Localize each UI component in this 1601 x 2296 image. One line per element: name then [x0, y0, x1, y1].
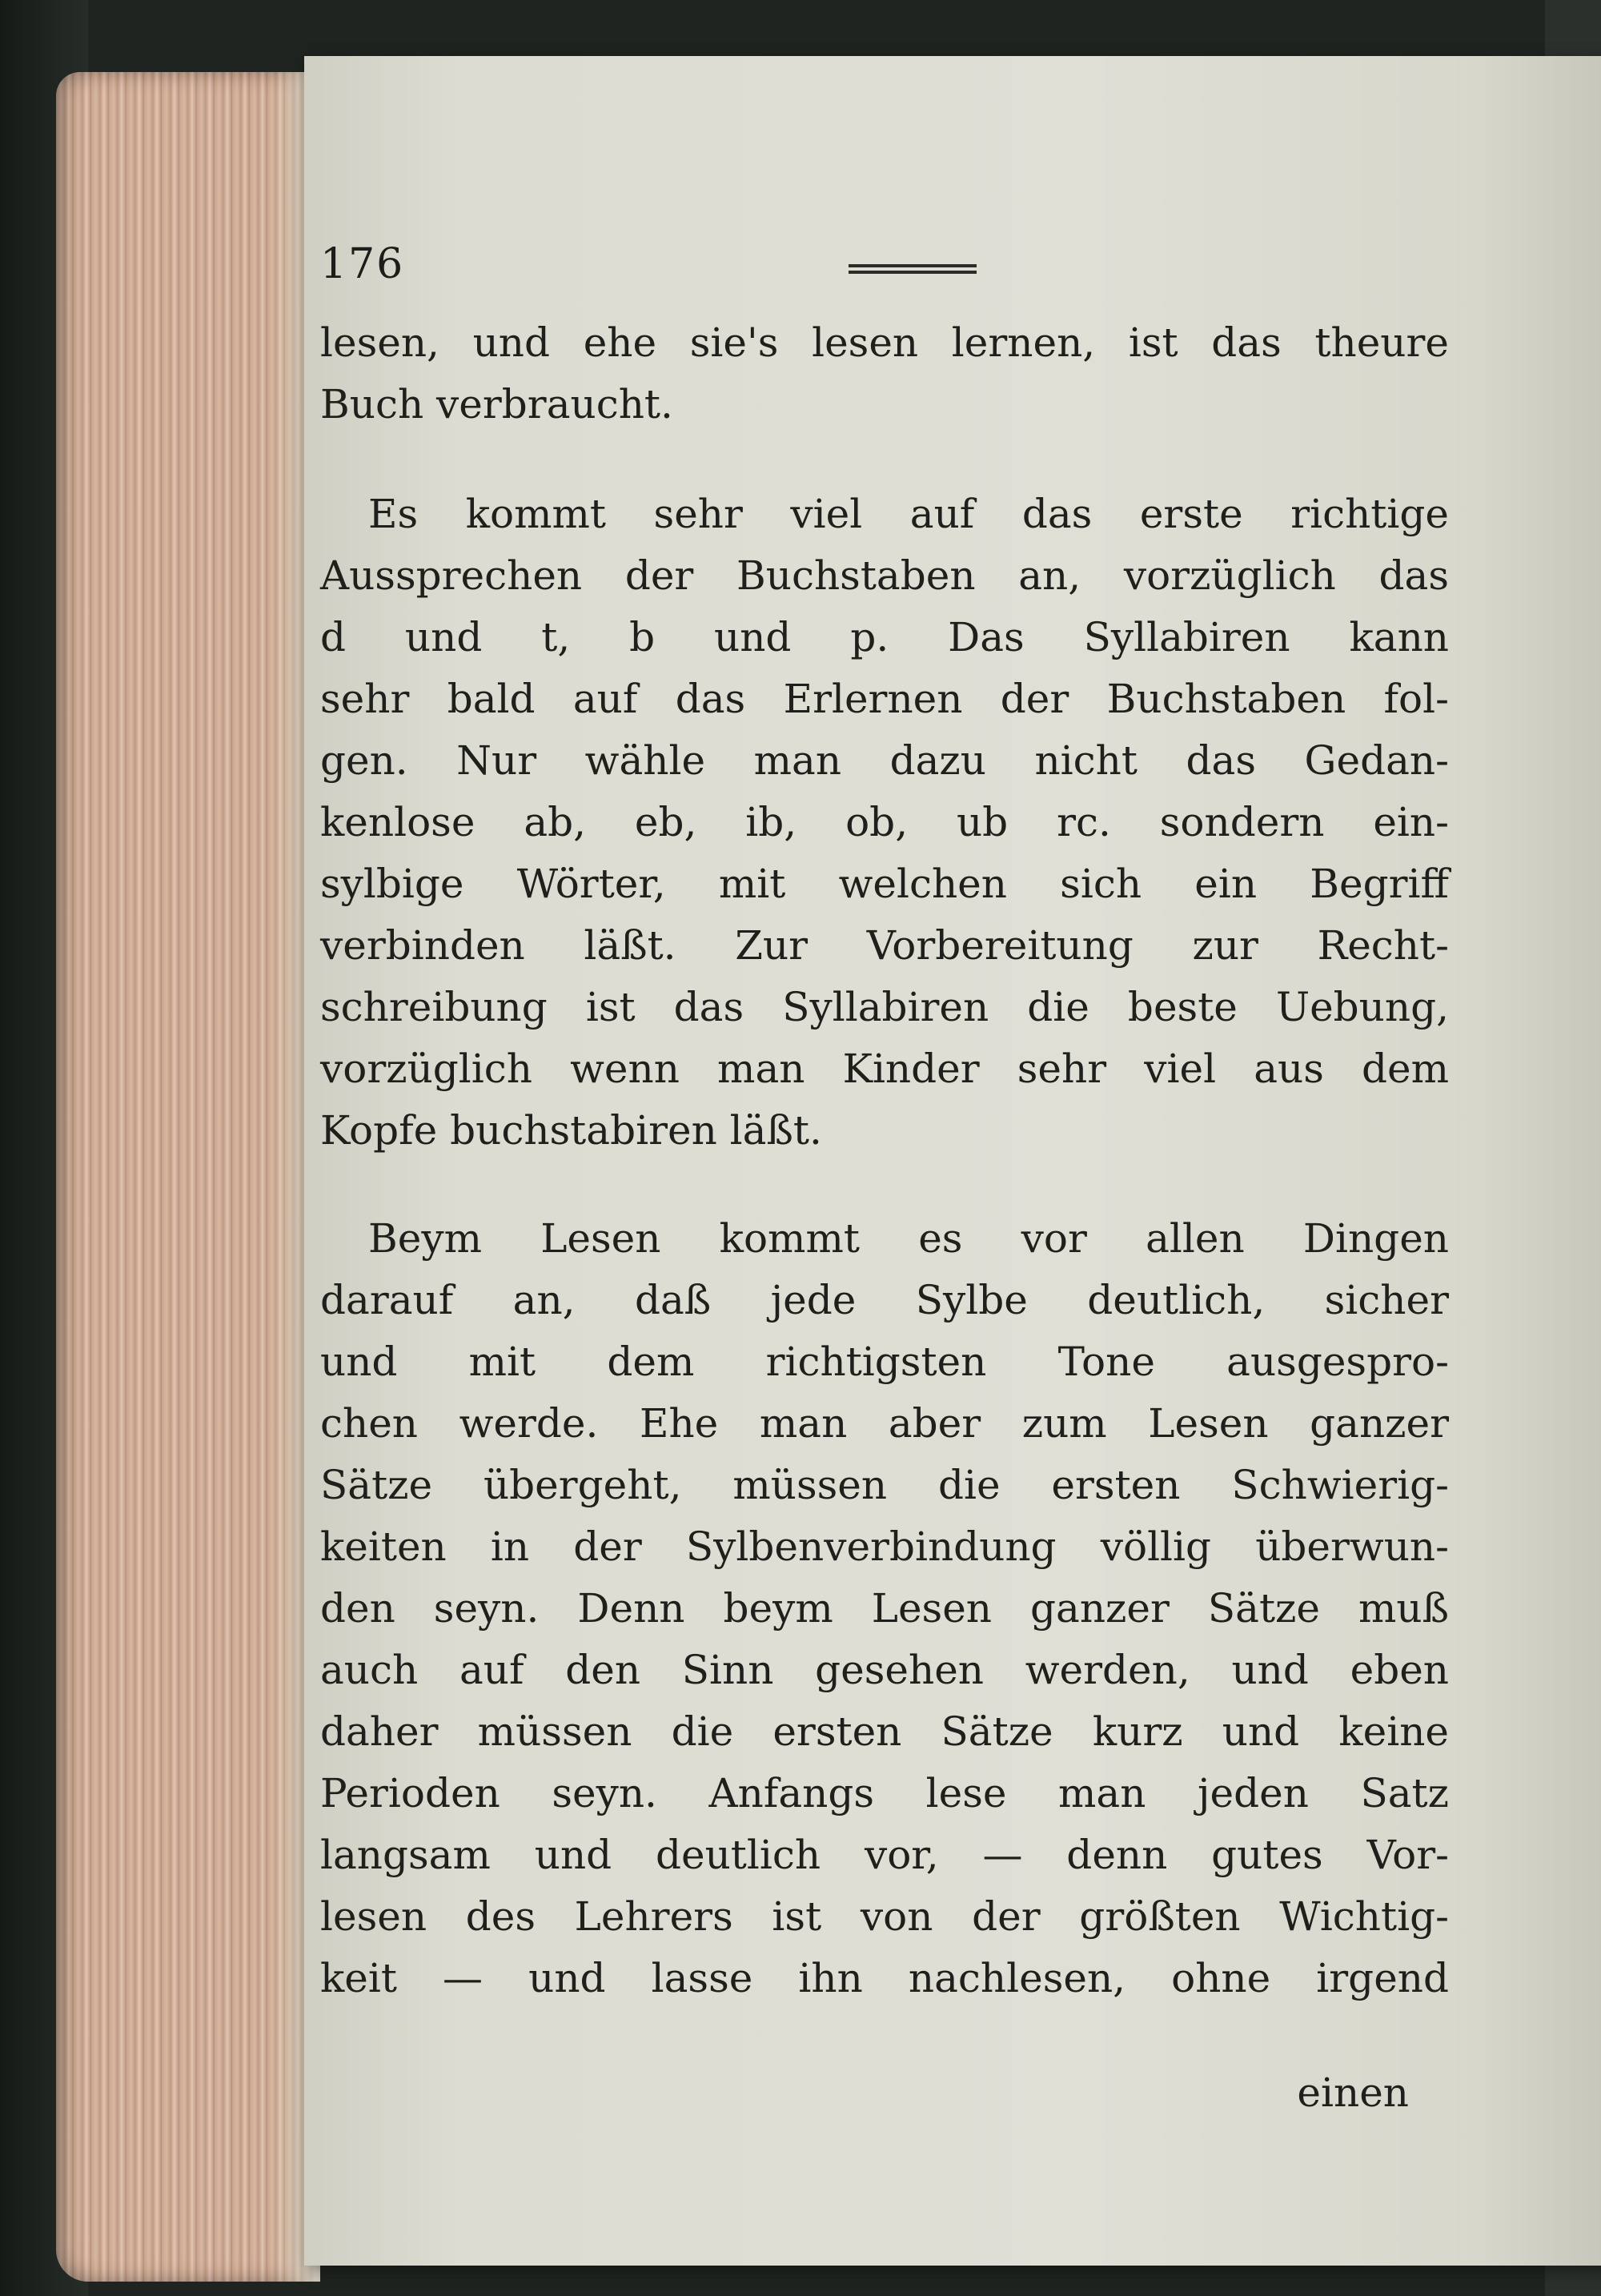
text-line: Buch verbraucht.	[320, 381, 673, 427]
text-line: Perioden seyn. Anfangs lese man jeden Satz	[320, 1770, 1449, 1816]
text-line: schreibung ist das Syllabiren die beste Uebung,	[320, 984, 1449, 1030]
text-line: Sätze übergeht, müssen die ersten Schwierig-	[320, 1462, 1449, 1508]
text-line: den seyn. Denn beym Lesen ganzer Sätze muß	[320, 1585, 1449, 1632]
text-line: chen werde. Ehe man aber zum Lesen ganzer	[320, 1400, 1449, 1447]
text-line: Kopfe buchstabiren läßt.	[320, 1107, 822, 1154]
text-line: sehr bald auf das Erlernen der Buchstaben fol-	[320, 676, 1449, 722]
text-line: sylbige Wörter, mit welchen sich ein Begriff	[320, 861, 1449, 907]
page-number: 176	[320, 240, 405, 288]
text-line: Beym Lesen kommt es vor allen Dingen	[368, 1215, 1449, 1262]
paragraph-1	[320, 312, 1449, 436]
text-line: gen. Nur wähle man dazu nicht das Gedan-	[320, 737, 1449, 784]
catchword: einen	[1297, 2069, 1409, 2116]
body-text	[320, 312, 1449, 2009]
text-line: keiten in der Sylbenverbindung völlig überwun-	[320, 1523, 1449, 1570]
header-double-rule	[849, 263, 977, 275]
text-line: d und t, b und p. Das Syllabiren kann	[320, 614, 1449, 660]
text-line: keit — und lasse ihn nachlesen, ohne irgend	[320, 1955, 1449, 2001]
paragraph-2	[320, 484, 1449, 1162]
text-line: langsam und deutlich vor, — denn gutes Vor-	[320, 1832, 1449, 1878]
page-block-edges	[56, 72, 320, 2282]
text-line: daher müssen die ersten Sätze kurz und keine	[320, 1708, 1449, 1755]
page-header	[320, 240, 1441, 304]
text-line: verbinden läßt. Zur Vorbereitung zur Recht-	[320, 922, 1449, 969]
text-line: vorzüglich wenn man Kinder sehr viel aus dem	[320, 1046, 1449, 1092]
text-line: auch auf den Sinn gesehen werden, und eben	[320, 1647, 1449, 1693]
text-line: Es kommt sehr viel auf das erste richtige	[368, 491, 1449, 537]
paragraph-3	[320, 1208, 1449, 2009]
text-line: lesen, und ehe sie's lesen lernen, ist das theure	[320, 319, 1449, 366]
text-line: und mit dem richtigsten Tone ausgespro-	[320, 1339, 1449, 1385]
text-line: Aussprechen der Buchstaben an, vorzüglich das	[320, 552, 1449, 599]
text-line: darauf an, daß jede Sylbe deutlich, sicher	[320, 1277, 1449, 1323]
text-line: kenlose ab, eb, ib, ob, ub rc. sondern ein-	[320, 799, 1449, 845]
text-line: lesen des Lehrers ist von der größten Wichtig-	[320, 1893, 1449, 1940]
